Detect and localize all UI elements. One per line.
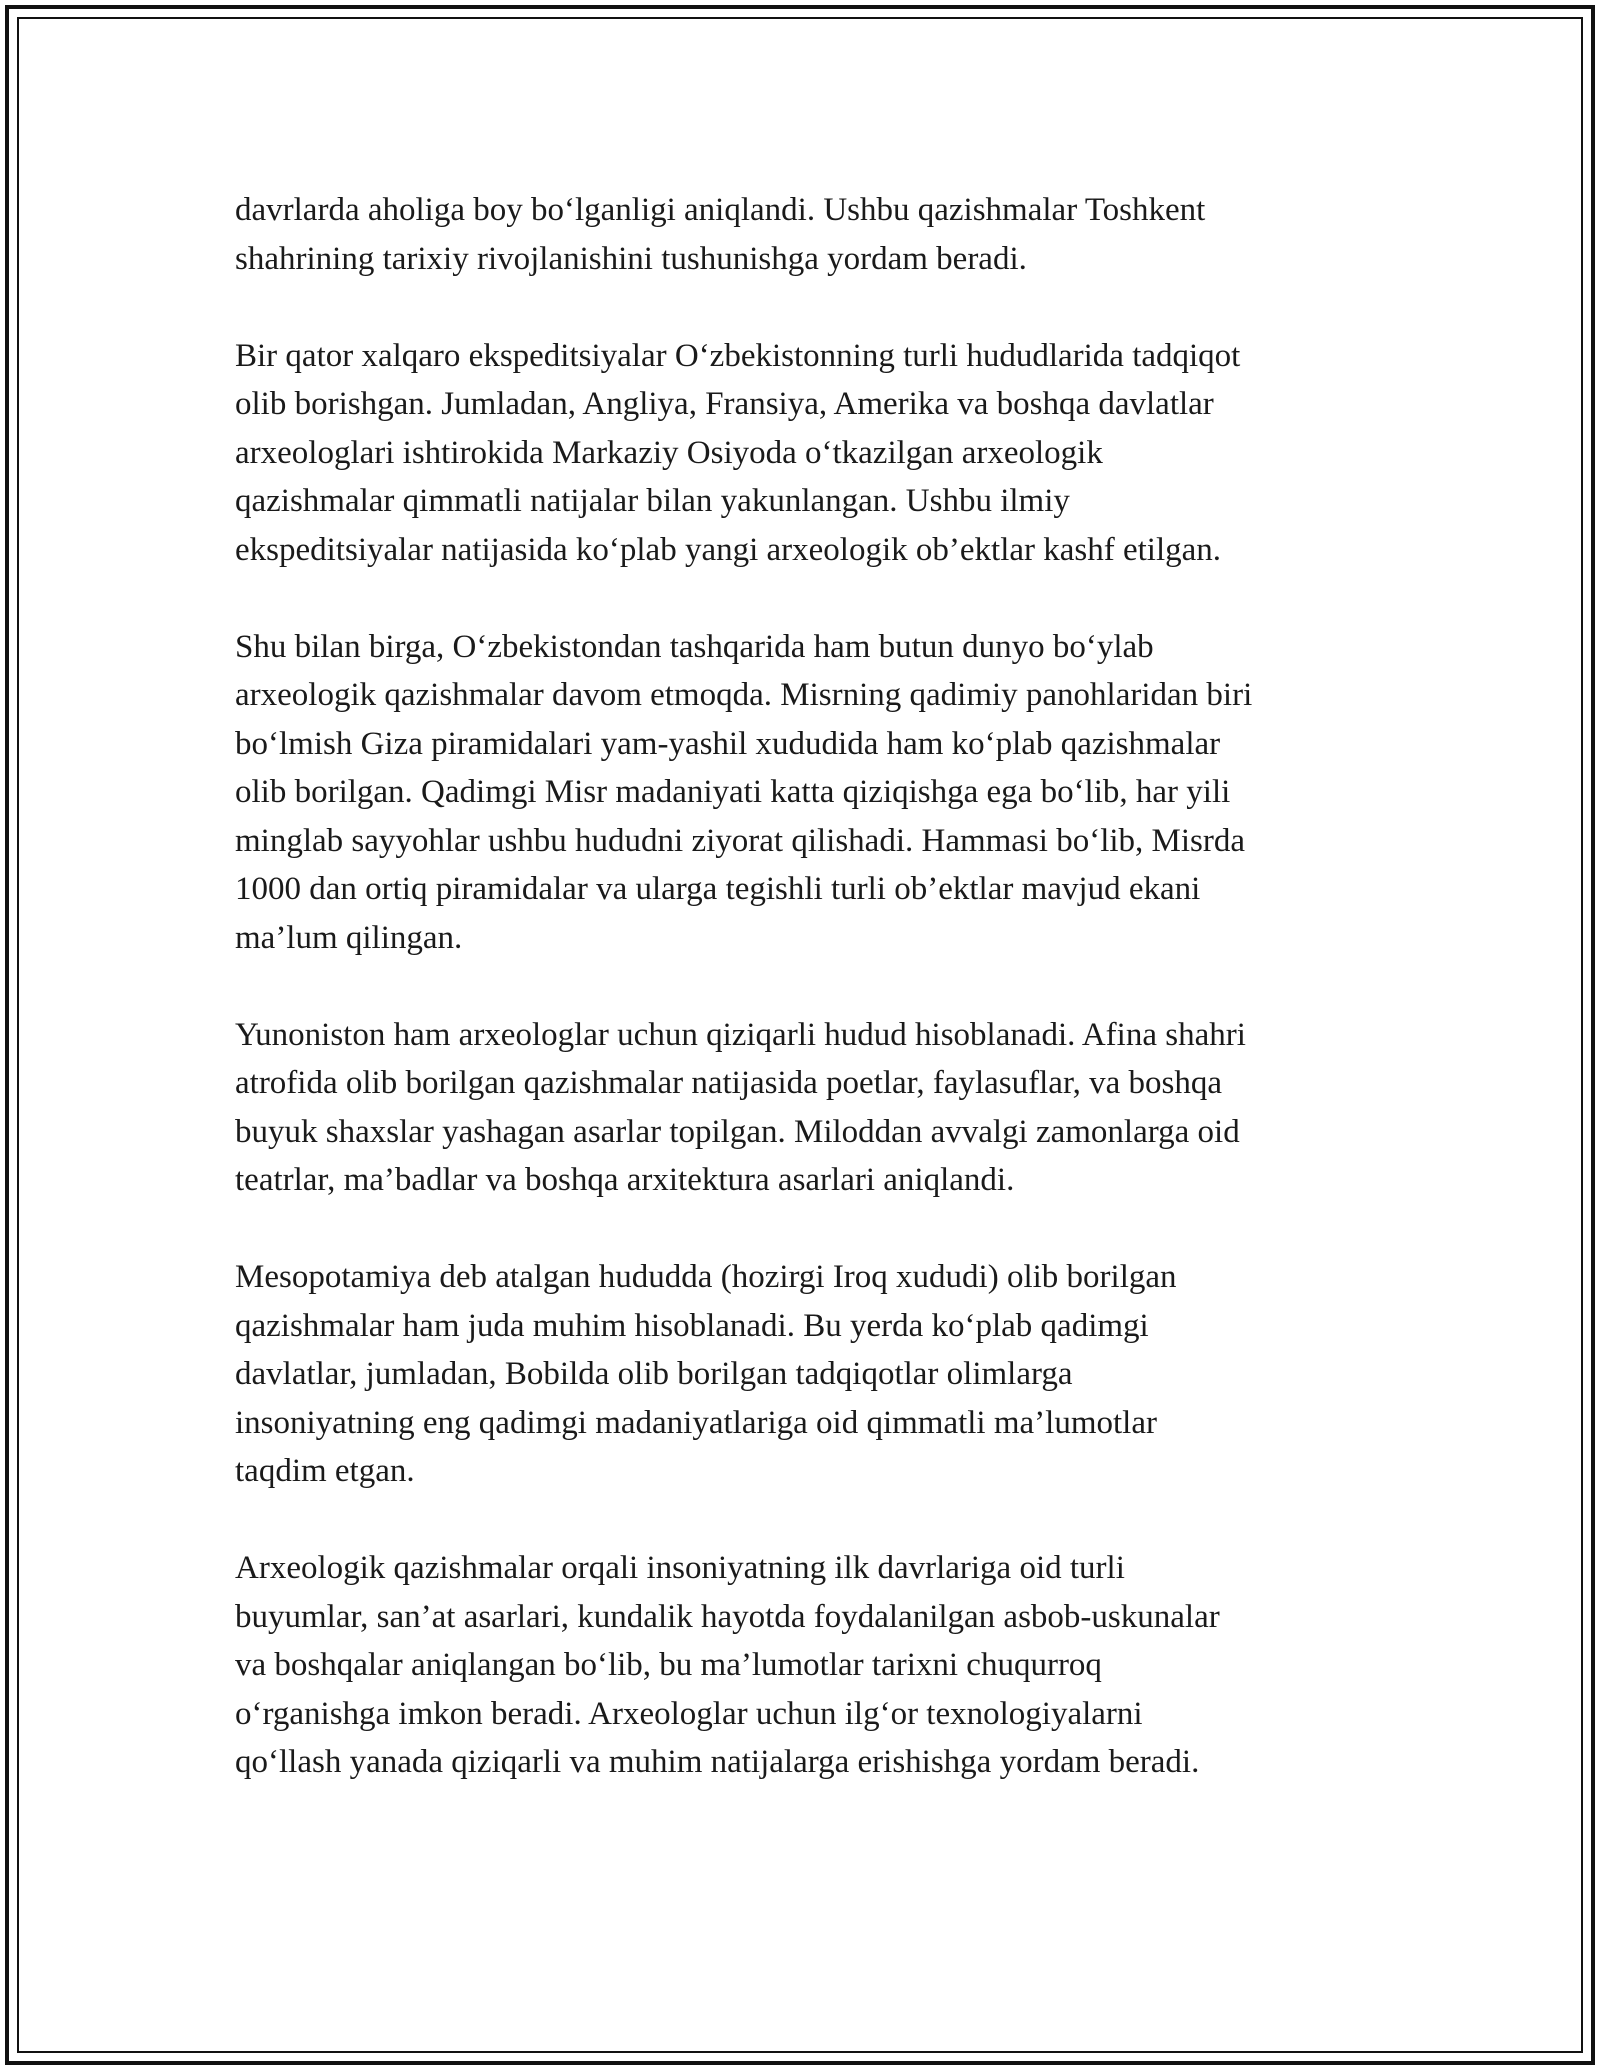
paragraph-3: Shu bilan birga, O‘zbekistondan tashqarida ham butun dunyo bo‘ylab arxeologik qazishmalar davom etmoqda. Misrning qadimiy panohlaridan biri bo‘lmish Giza piramidalari yam-yashil xududida ham ko‘plab qazishmalar olib borilgan. Qadimgi Misr madaniyati katta qiziqishga ega bo‘lib, har yili minglab sayyohlar ushbu hududni ziyorat qilishadi. Hammasi bo‘lib, Misrda 1000 dan ortiq piramidalar va ularga tegishli turli ob’ektlar mavjud ekani ma’lum qilingan. [235, 628, 1253, 956]
paragraph-6: Arxeologik qazishmalar orqali insoniyatning ilk davrlariga oid turli buyumlar, san’at asarlari, kundalik hayotda foydalanilgan asbob-uskunalar va boshqalar aniqlangan bo‘lib, bu ma’lumotlar tarixni chuqurroq o‘rganishga imkon beradi. Arxeologlar uchun ilg‘or texnologiyalarni qo‘llash yanada qiziqarli va muhim natijalarga erishishga yordam beradi. [235, 1550, 1220, 1780]
document-body [235, 186, 1375, 1835]
paragraph-5: Mesopotamiya deb atalgan hududda (hozirgi Iroq xududi) olib borilgan qazishmalar ham juda muhim hisoblanadi. Bu yerda ko‘plab qadimgi davlatlar, jumladan, Bobilda olib borilgan tadqiqotlar olimlarga insoniyatning eng qadimgi madaniyatlariga oid qimmatli ma’lumotlar taqdim etgan. [235, 1259, 1177, 1489]
paragraph-2: Bir qator xalqaro ekspeditsiyalar O‘zbekistonning turli hududlarida tadqiqot olib borishgan. Jumladan, Angliya, Fransiya, Amerika va boshqa davlatlar arxeologlari ishtirokida Markaziy Osiyoda o‘tkazilgan arxeologik qazishmalar qimmatli natijalar bilan yakunlangan. Ushbu ilmiy ekspeditsiyalar natijasida ko‘plab yangi arxeologik ob’ektlar kashf etilgan. [235, 337, 1241, 568]
paragraph-4: Yunoniston ham arxeologlar uchun qiziqarli hudud hisoblanadi. Afina shahri atrofida olib borilgan qazishmalar natijasida poetlar, faylasuflar, va boshqa buyuk shaxslar yashagan asarlar topilgan. Miloddan avvalgi zamonlarga oid teatrlar, ma’badlar va boshqa arxitektura asarlari aniqlandi. [235, 1016, 1246, 1198]
paragraph-1: davrlarda aholiga boy bo‘lganligi aniqlandi. Ushbu qazishmalar Toshkent shahrining tarixiy rivojlanishini tushunishga yordam beradi. [235, 192, 1206, 277]
